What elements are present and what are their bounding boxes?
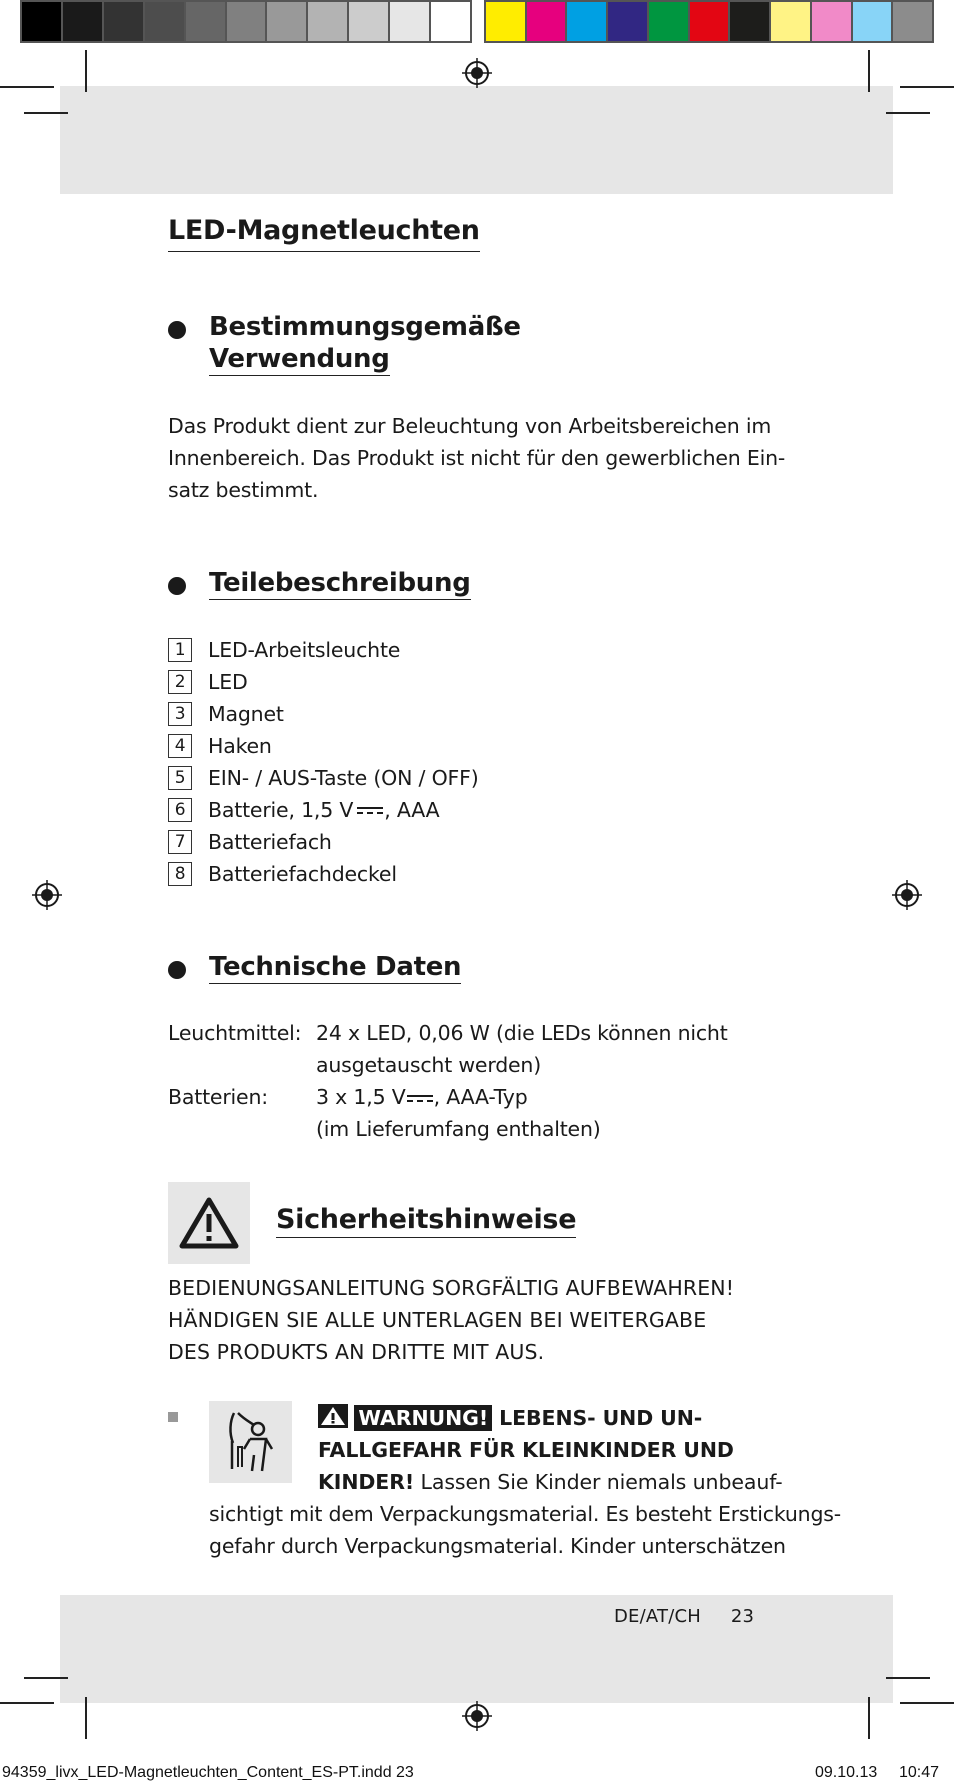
part-label: EIN- / AUS-Taste (ON / OFF): [208, 766, 479, 790]
crop-mark: [0, 86, 54, 88]
part-label: Haken: [208, 734, 272, 758]
part-label: Batteriefach: [208, 830, 332, 854]
tech-label: Batterien:: [168, 1085, 268, 1109]
color-swatch: [812, 2, 853, 41]
crop-mark: [24, 112, 68, 114]
text-line: sichtigt mit dem Verpackungsmaterial. Es besteht Erstickungs-: [209, 1502, 841, 1526]
color-swatch: [186, 2, 227, 41]
grayscale-calibration-bar: [20, 0, 472, 43]
part-number: 7: [168, 830, 192, 854]
part-number: 2: [168, 670, 192, 694]
crop-mark: [868, 50, 870, 92]
safety-heading: Sicherheitshinweise: [276, 1203, 576, 1238]
color-swatch: [771, 2, 812, 41]
registration-mark-icon: [462, 58, 492, 88]
color-swatch: [63, 2, 104, 41]
warning-badge: WARNUNG!: [354, 1405, 492, 1431]
direct-current-symbol-icon: [407, 1093, 433, 1103]
heading-line: Verwendung: [209, 344, 390, 374]
text-line: gefahr durch Verpackungsmaterial. Kinder unterschätzen: [209, 1534, 786, 1558]
crop-mark: [85, 50, 87, 92]
warning-text: Lassen Sie Kinder niemals unbeauf-: [414, 1470, 783, 1494]
bullet-dot-icon: [168, 961, 186, 979]
registration-mark-icon: [462, 1701, 492, 1731]
page-footer: [614, 1606, 754, 1627]
color-swatch: [486, 2, 527, 41]
color-swatch: [349, 2, 390, 41]
color-swatch: [567, 2, 608, 41]
heading-line: Bestimmungsgemäße: [209, 312, 521, 342]
child-hazard-icon: [209, 1401, 292, 1483]
parts-list-item: [168, 700, 284, 728]
parts-list-item: [168, 828, 332, 856]
color-swatch: [431, 2, 470, 41]
safety-caps-notice: [168, 1272, 808, 1368]
part-label: Batteriefachdeckel: [208, 862, 397, 886]
footer-band: [60, 1595, 893, 1703]
bullet-dot-icon: [168, 577, 186, 595]
color-swatch: [527, 2, 568, 41]
crop-mark: [85, 1697, 87, 1739]
warning-bold-text: LEBENS- UND UN-: [492, 1406, 703, 1430]
crop-mark: [24, 1677, 68, 1679]
slug-filename: 94359_livx_LED-Magnetleuchten_Content_ES-PT.indd 23: [2, 1764, 414, 1781]
color-swatch: [145, 2, 186, 41]
square-bullet-icon: [168, 1412, 178, 1422]
heading-text: Teilebeschreibung: [209, 568, 471, 598]
tech-value: ausgetauscht werden): [316, 1053, 542, 1077]
crop-mark: [900, 86, 954, 88]
color-swatch: [649, 2, 690, 41]
intended-use-paragraph: [168, 410, 788, 506]
text-line: HÄNDIGEN SIE ALLE UNTERLAGEN BEI WEITERGABE: [168, 1308, 707, 1332]
parts-list-item: [168, 764, 479, 792]
page-number: 23: [730, 1606, 755, 1627]
warning-triangle-small-icon: [318, 1404, 348, 1428]
warning-bold-text: KINDER!: [318, 1470, 415, 1494]
color-swatch: [853, 2, 894, 41]
warning-triangle-icon: [168, 1182, 250, 1264]
footer-region: DE/AT/CH: [614, 1606, 701, 1627]
tech-value: (im Lieferumfang enthalten): [316, 1117, 601, 1141]
bullet-dot-icon: [168, 321, 186, 339]
color-calibration-bar: [484, 0, 934, 43]
parts-list-item: [168, 796, 439, 824]
color-swatch: [730, 2, 771, 41]
text-line: satz bestimmt.: [168, 478, 319, 502]
text-line: Das Produkt dient zur Beleuchtung von Arbeitsbereichen im: [168, 414, 772, 438]
tech-value: 24 x LED, 0,06 W (die LEDs können nicht: [316, 1021, 728, 1045]
color-swatch: [690, 2, 731, 41]
color-swatch: [390, 2, 431, 41]
section-heading-parts: [168, 567, 471, 600]
crop-mark: [868, 1697, 870, 1739]
part-label: LED: [208, 670, 248, 694]
parts-list-item: [168, 636, 400, 664]
crop-mark: [900, 1702, 954, 1704]
header-band: [60, 86, 893, 194]
color-swatch: [22, 2, 63, 41]
parts-list-item: [168, 860, 397, 888]
color-swatch: [104, 2, 145, 41]
crop-mark: [886, 112, 930, 114]
part-label-suffix: , AAA: [384, 798, 440, 822]
part-number: 1: [168, 638, 192, 662]
text-line: DES PRODUKTS AN DRITTE MIT AUS.: [168, 1340, 545, 1364]
parts-list-item: [168, 732, 272, 760]
part-number: 5: [168, 766, 192, 790]
slug-time: 10:47: [899, 1764, 940, 1781]
warning-paragraph: [318, 1402, 783, 1498]
direct-current-symbol-icon: [357, 805, 383, 815]
parts-list-item: [168, 668, 248, 696]
part-label: LED-Arbeitsleuchte: [208, 638, 401, 662]
color-swatch: [227, 2, 268, 41]
part-label: Batterie, 1,5 V: [208, 798, 354, 822]
warning-bold-text: FALLGEFAHR FÜR KLEINKINDER UND: [318, 1438, 734, 1462]
tech-value-part: , AAA-Typ: [433, 1085, 528, 1109]
text-line: BEDIENUNGSANLEITUNG SORGFÄLTIG AUFBEWAHREN!: [168, 1276, 735, 1300]
registration-mark-icon: [32, 880, 62, 910]
tech-row-light: [168, 1017, 788, 1081]
tech-value: [316, 1081, 528, 1113]
tech-label: Leuchtmittel:: [168, 1021, 302, 1045]
part-number: 8: [168, 862, 192, 886]
tech-row-battery: [168, 1081, 788, 1145]
part-number: 3: [168, 702, 192, 726]
part-label: Magnet: [208, 702, 284, 726]
color-swatch: [308, 2, 349, 41]
part-number: 4: [168, 734, 192, 758]
section-heading-intended-use: [168, 311, 521, 376]
tech-value-part: 3 x 1,5 V: [316, 1085, 406, 1109]
crop-mark: [886, 1677, 930, 1679]
section-heading-tech: [168, 951, 461, 984]
color-swatch: [267, 2, 308, 41]
heading-text: Technische Daten: [209, 952, 462, 982]
slug-date: 09.10.13: [815, 1764, 878, 1781]
registration-mark-icon: [892, 880, 922, 910]
color-swatch: [893, 2, 932, 41]
text-line: Innenbereich. Das Produkt ist nicht für den gewerblichen Ein-: [168, 446, 786, 470]
part-number: 6: [168, 798, 192, 822]
crop-mark: [0, 1702, 54, 1704]
document-title: LED-Magnetleuchten: [168, 212, 480, 252]
color-swatch: [608, 2, 649, 41]
